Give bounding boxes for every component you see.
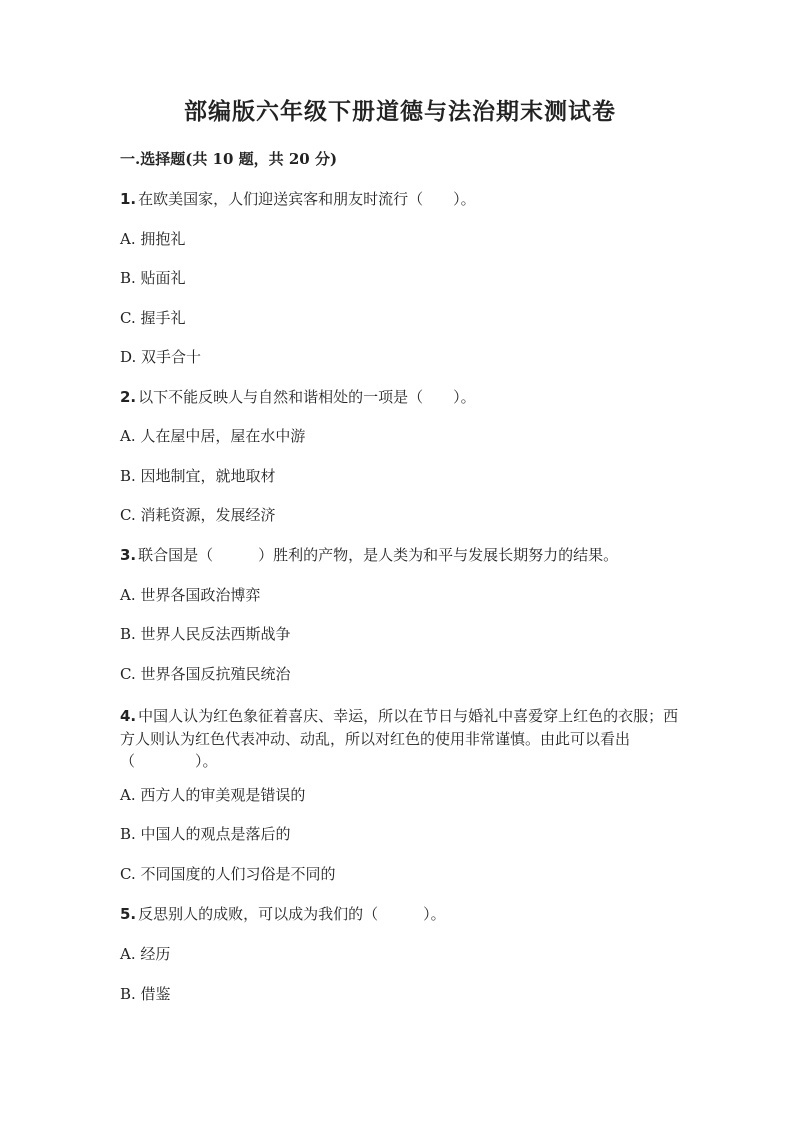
option-4b: B. 中国人的观点是落后的 bbox=[120, 825, 291, 843]
question-number: 3. bbox=[120, 546, 137, 564]
question-4 bbox=[120, 705, 680, 773]
option-4c: C. 不同国度的人们习俗是不同的 bbox=[120, 865, 336, 883]
question-2 bbox=[120, 386, 476, 408]
question-text: 反思别人的成败，可以成为我们的（ ）。 bbox=[138, 905, 446, 923]
option-1b: B. 贴面礼 bbox=[120, 269, 186, 287]
option-2c: C. 消耗资源，发展经济 bbox=[120, 506, 276, 524]
page-title: 部编版六年级下册道德与法治期末测试卷 bbox=[184, 98, 616, 125]
option-1d: D. 双手合十 bbox=[120, 348, 202, 366]
question-number: 1. bbox=[120, 190, 137, 208]
option-3a: A. 世界各国政治博弈 bbox=[120, 586, 261, 604]
question-5 bbox=[120, 903, 446, 925]
question-number: 5. bbox=[120, 905, 137, 923]
option-5a: A. 经历 bbox=[120, 945, 171, 963]
option-3b: B. 世界人民反法西斯战争 bbox=[120, 625, 291, 643]
option-3c: C. 世界各国反抗殖民统治 bbox=[120, 665, 291, 683]
question-text: 在欧美国家，人们迎送宾客和朋友时流行（ ）。 bbox=[138, 190, 476, 208]
question-number: 4. bbox=[120, 707, 137, 725]
option-1a: A. 拥抱礼 bbox=[120, 230, 186, 248]
question-text: 中国人认为红色象征着喜庆、幸运，所以在节日与婚礼中喜爱穿上红色的衣服；西方人则认为红色代表冲动、动乱，所以对红色的使用非常谨慎。由此可以看出（ ）。 bbox=[120, 707, 679, 770]
option-1c: C. 握手礼 bbox=[120, 309, 186, 327]
question-1 bbox=[120, 188, 476, 210]
option-4a: A. 西方人的审美观是错误的 bbox=[120, 786, 306, 804]
question-text: 联合国是（ ）胜利的产物，是人类为和平与发展长期努力的结果。 bbox=[138, 546, 619, 564]
option-2b: B. 因地制宜，就地取材 bbox=[120, 467, 276, 485]
question-text: 以下不能反映人与自然和谐相处的一项是（ ）。 bbox=[138, 388, 476, 406]
section-heading: 一.选择题(共 10 题，共 20 分) bbox=[120, 150, 338, 168]
question-3 bbox=[120, 544, 618, 566]
option-5b: B. 借鉴 bbox=[120, 985, 171, 1003]
option-2a: A. 人在屋中居，屋在水中游 bbox=[120, 427, 306, 445]
question-number: 2. bbox=[120, 388, 137, 406]
